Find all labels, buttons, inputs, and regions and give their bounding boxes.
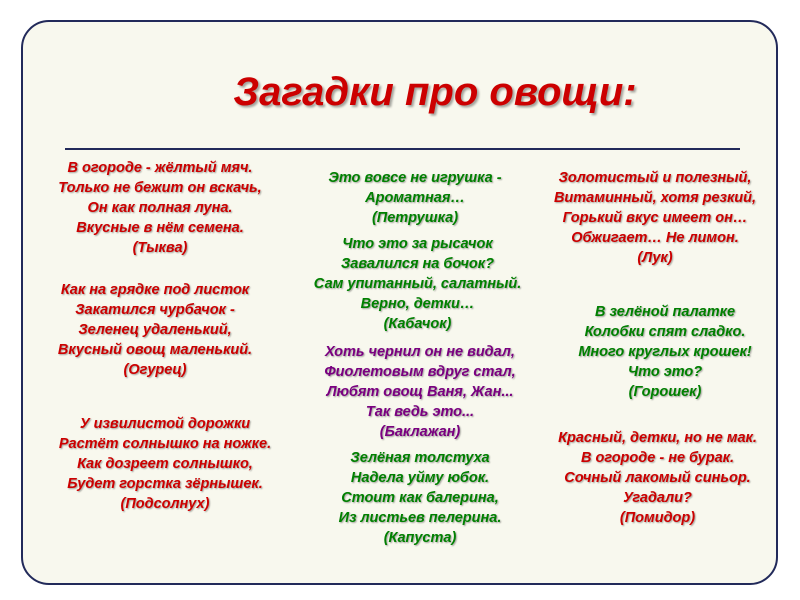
title-divider	[65, 148, 740, 150]
riddle-line: Колобки спят сладко.	[584, 324, 746, 340]
riddle-line: У извилистой дорожки	[79, 416, 251, 432]
riddle-onion	[530, 168, 780, 268]
riddle-line: Что это за рысачок	[342, 236, 493, 252]
riddle-line: Вкусный овощ маленький.	[57, 342, 253, 358]
riddle-line: Обжигает… Не лимон.	[571, 230, 739, 246]
riddle-line: Будет горстка зёрнышек.	[67, 476, 263, 492]
riddle-line: Хоть чернил он не видал,	[325, 344, 515, 360]
riddle-line: Сочный лакомый синьор.	[564, 470, 751, 486]
riddle-line: Любят овощ Ваня, Жан...	[326, 384, 514, 400]
riddle-answer: (Лук)	[637, 250, 673, 266]
riddle-line: Закатился чурбачок -	[75, 302, 235, 318]
riddle-answer: (Петрушка)	[371, 210, 459, 226]
riddle-line: Верно, детки…	[360, 296, 475, 312]
riddle-line: Вкусные в нём семена.	[76, 220, 244, 236]
riddle-answer: (Горошек)	[628, 384, 702, 400]
riddle-answer: (Огурец)	[123, 362, 187, 378]
riddle-pumpkin	[30, 158, 290, 258]
riddle-line: Завалился на бочок?	[340, 256, 494, 272]
riddle-line: Стоит как балерина,	[341, 490, 499, 506]
riddle-line: Как дозреет солнышко,	[77, 456, 253, 472]
riddle-line: Только не бежит он вскачь,	[58, 180, 262, 196]
riddle-answer: (Кабачок)	[383, 316, 452, 332]
riddle-peas	[545, 302, 785, 402]
riddle-line: Надела уйму юбок.	[350, 470, 490, 486]
riddle-sunflower	[30, 414, 300, 514]
riddle-answer: (Подсолнух)	[120, 496, 210, 512]
riddle-zucchini	[290, 234, 545, 334]
riddle-line: Горький вкус имеет он…	[562, 210, 748, 226]
riddle-line: Красный, детки, но не мак.	[558, 430, 757, 446]
riddle-line: Много круглых крошек!	[578, 344, 752, 360]
riddle-line: Зелёная толстуха	[350, 450, 490, 466]
riddle-line: Так ведь это...	[365, 404, 475, 420]
riddle-line: Как на грядке под листок	[60, 282, 250, 298]
riddle-line: Что это?	[627, 364, 703, 380]
riddle-cucumber	[30, 280, 280, 380]
riddle-line: Ароматная…	[365, 190, 465, 206]
riddle-line: В огороде - не бурак.	[580, 450, 735, 466]
riddle-line: Растёт солнышко на ножке.	[58, 436, 272, 452]
riddle-line: Фиолетовым вдруг стал,	[324, 364, 516, 380]
riddle-answer: (Капуста)	[383, 530, 457, 546]
riddle-parsley	[300, 168, 530, 228]
riddle-line: Из листьев пелерина.	[338, 510, 502, 526]
riddle-line: В огороде - жёлтый мяч.	[67, 160, 253, 176]
riddle-line: Витаминный, хотя резкий,	[553, 190, 757, 206]
riddle-tomato	[530, 428, 785, 528]
riddle-eggplant	[295, 342, 545, 442]
riddle-cabbage	[300, 448, 540, 548]
riddle-line: Золотистый и полезный,	[558, 170, 752, 186]
riddle-answer: (Помидор)	[619, 510, 696, 526]
riddle-line: В зелёной палатке	[594, 304, 736, 320]
riddle-line: Зеленец удаленький,	[78, 322, 232, 338]
riddle-line: Сам упитанный, салатный.	[313, 276, 522, 292]
riddle-answer: (Тыква)	[132, 240, 188, 256]
riddle-answer: (Баклажан)	[379, 424, 461, 440]
riddle-line: Это вовсе не игрушка -	[328, 170, 502, 186]
riddle-line: Угадали?	[623, 490, 692, 506]
page-title: Загадки про овощи:	[233, 70, 637, 114]
riddle-line: Он как полная луна.	[87, 200, 233, 216]
